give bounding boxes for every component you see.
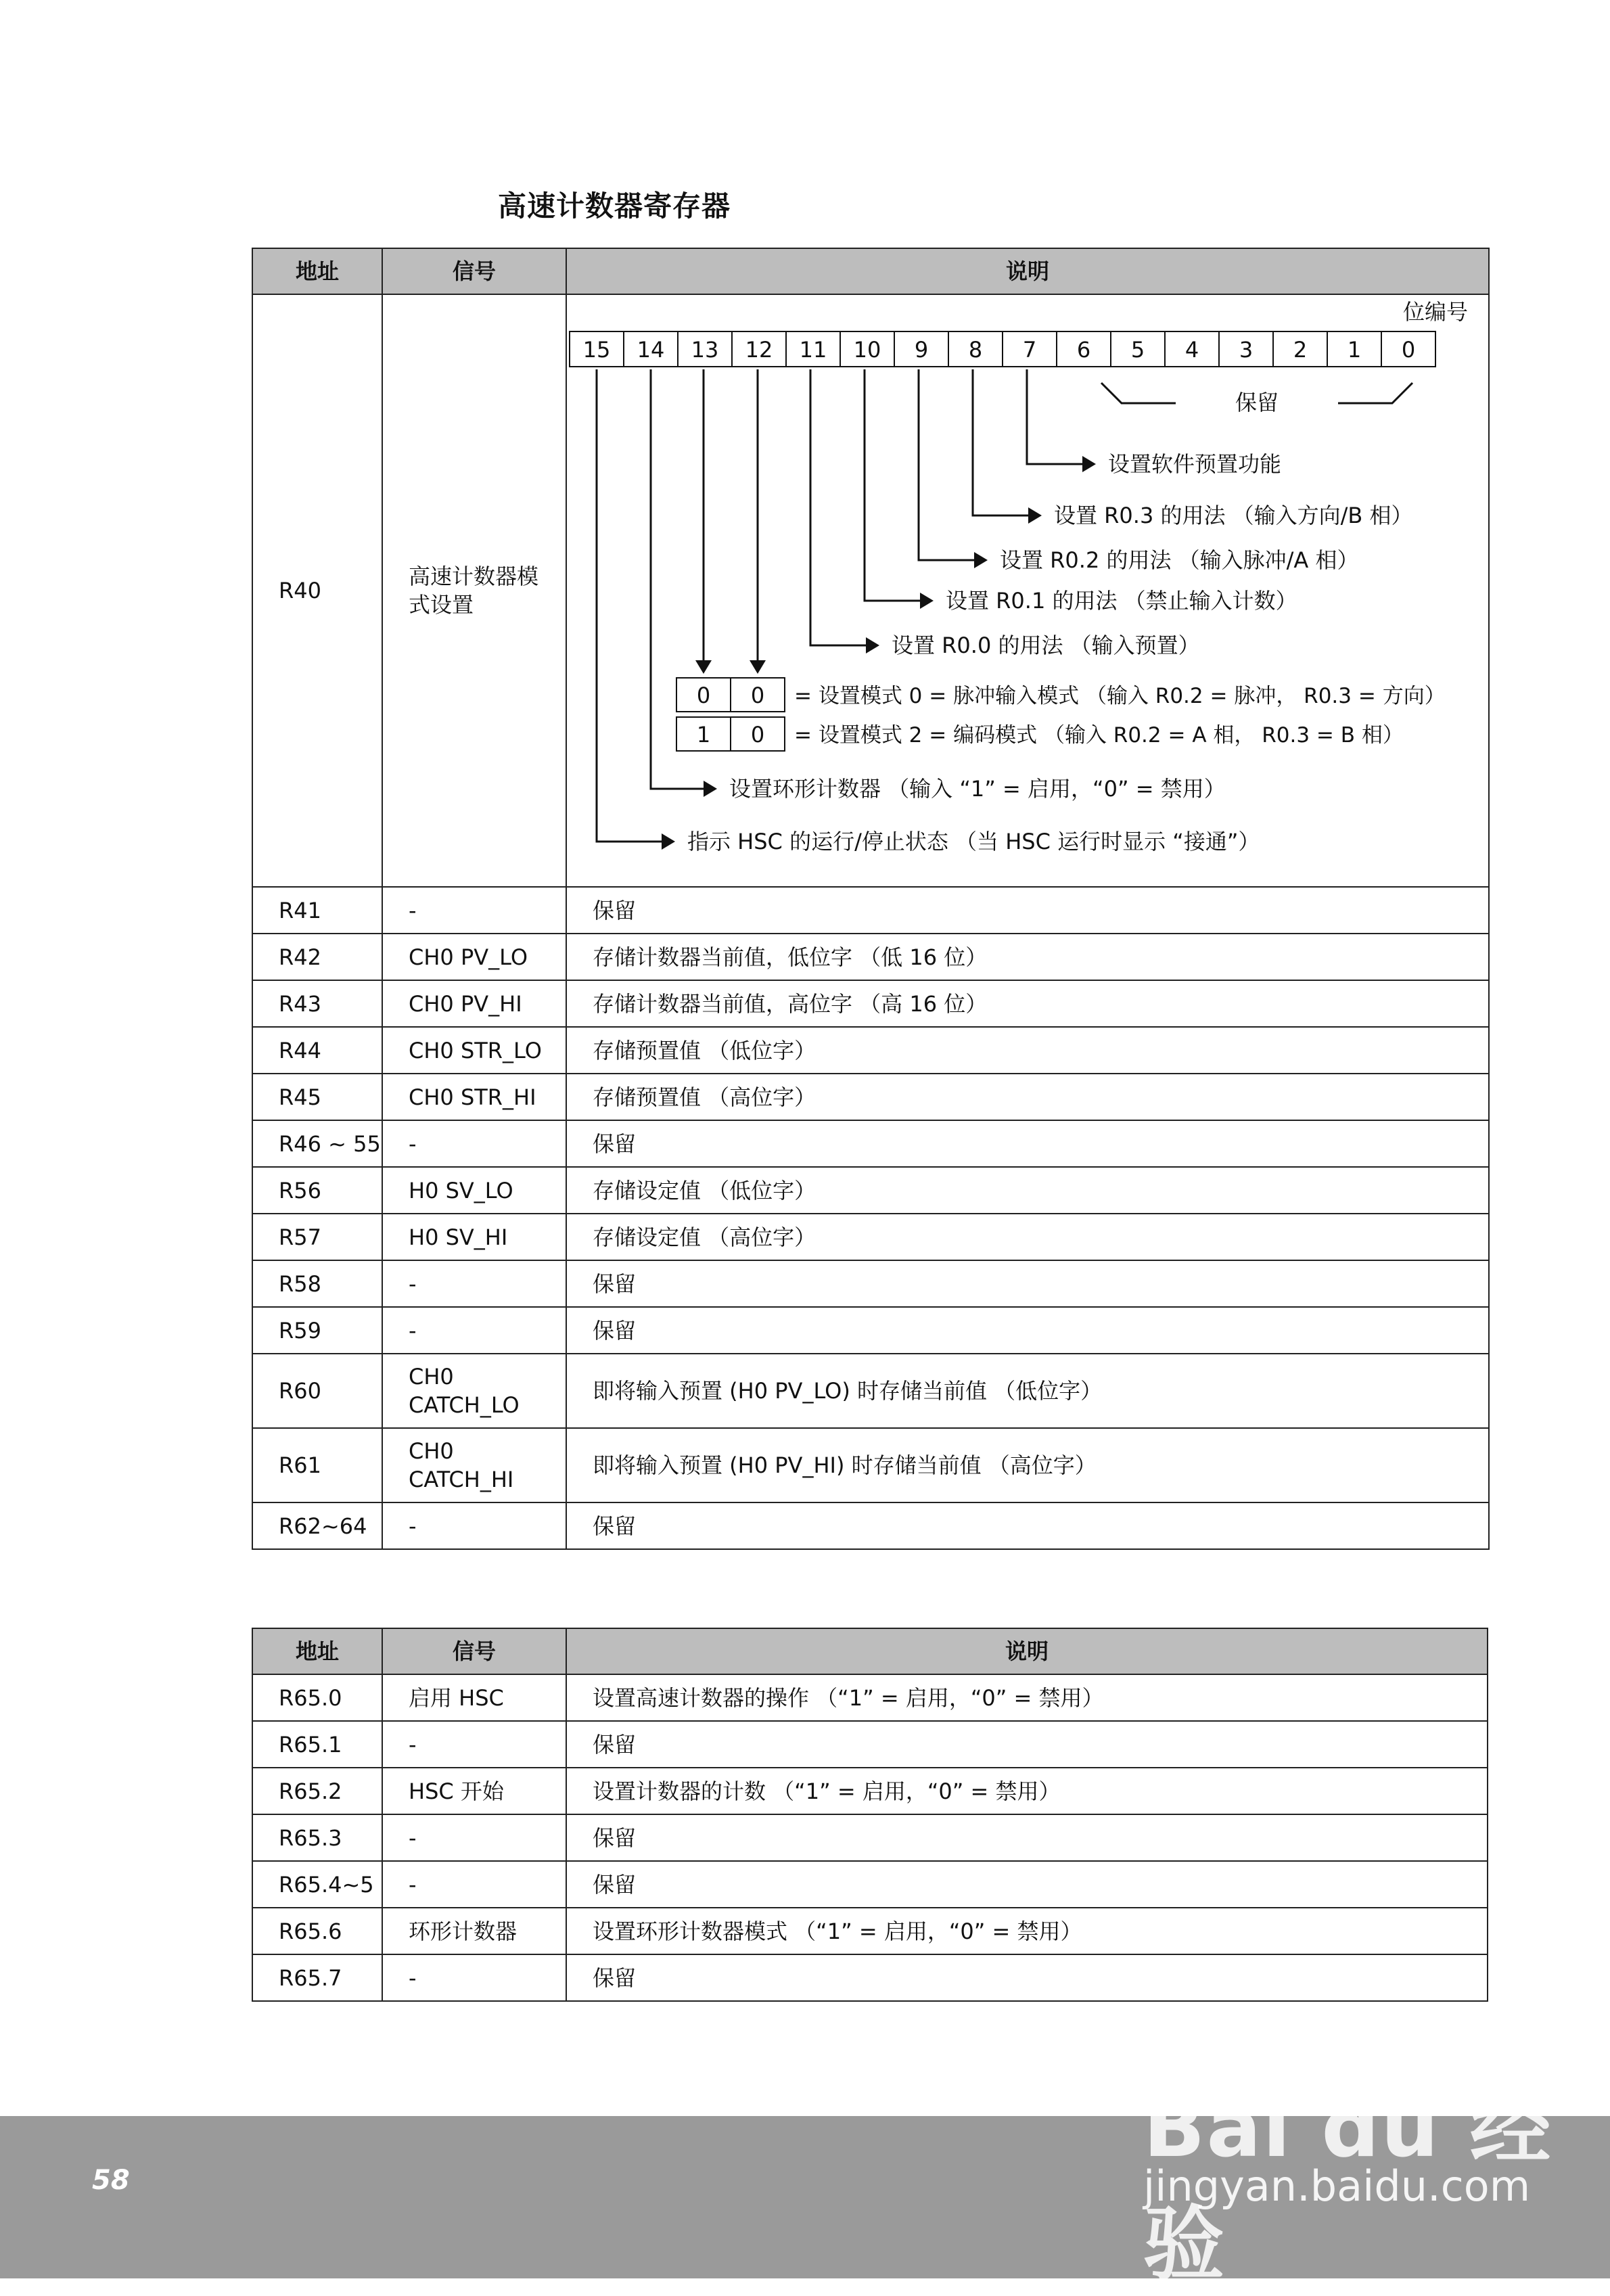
address-cell: R45 [252,1074,382,1120]
page-number: 58 [92,2165,130,2196]
bit14-text: 设置环形计数器 （输入 “1” = 启用，“0” = 禁用） [729,776,1226,802]
description-cell: 保留 [566,1120,1489,1167]
description-cell: 保留 [566,1954,1488,2001]
page-title: 高速计数器寄存器 [498,189,731,223]
mode2-bit12: 0 [750,722,765,748]
table-row [252,1354,1489,1428]
description-cell: 设置高速计数器的操作 （“1” = 启用，“0” = 禁用） [566,1674,1488,1721]
table-row [252,1674,1488,1721]
table-row [252,1120,1489,1167]
table-row [252,1721,1488,1768]
register-table-2 [252,1628,1488,2002]
signal-cell: - [382,1814,566,1861]
address-cell: R59 [252,1307,382,1354]
signal-text: 高速计数器模式设置 [409,564,539,618]
address-cell: R46 ~ 55 [252,1120,382,1167]
register-table-1 [252,248,1490,1550]
mode0-bit12: 0 [750,683,765,708]
bit15-text: 指示 HSC 的运行/停止状态 （当 HSC 运行时显示 “接通”） [687,829,1260,854]
address-cell: R40 [252,294,382,887]
address-cell: R65.6 [252,1908,382,1954]
description-cell: 保留 [566,1721,1488,1768]
bit-number: 12 [745,337,773,363]
bit-diagram-cell [566,294,1489,887]
address-cell: R61 [252,1428,382,1502]
signal-cell: - [382,887,566,934]
table-row [252,934,1489,980]
table-row [252,1167,1489,1214]
description-cell: 存储计数器当前值，高位字 （高 16 位） [566,980,1489,1027]
signal-cell: CH0 STR_HI [382,1074,566,1120]
bit-number: 9 [914,337,929,363]
bit10-text: 设置 R0.1 的用法 （禁止输入计数） [946,588,1297,614]
address-cell: R58 [252,1260,382,1307]
mode2-bit13: 1 [696,722,711,748]
address-cell: R42 [252,934,382,980]
table-row [252,887,1489,934]
table-row [252,1260,1489,1307]
bit-number: 2 [1293,337,1308,363]
signal-cell: H0 SV_HI [382,1214,566,1260]
description-cell: 设置计数器的计数 （“1” = 启用，“0” = 禁用） [566,1768,1488,1814]
bit7-text: 设置软件预置功能 [1108,451,1282,477]
address-cell: R57 [252,1214,382,1260]
bit-number: 13 [691,337,719,363]
signal-cell: CH0 PV_LO [382,934,566,980]
signal-cell: - [382,1307,566,1354]
bit-grid [570,331,1435,367]
address-cell: R56 [252,1167,382,1214]
description-cell: 保留 [566,1502,1489,1549]
description-cell: 即将输入预置 (H0 PV_LO) 时存储当前值 （低位字） [566,1354,1489,1428]
bit-number: 5 [1130,337,1145,363]
address-cell: R43 [252,980,382,1027]
address-cell: R41 [252,887,382,934]
address-cell: R65.1 [252,1721,382,1768]
description-cell: 保留 [566,1260,1489,1307]
bit-number: 8 [968,337,983,363]
header-description: 说明 [566,1628,1488,1674]
address-cell: R65.3 [252,1814,382,1861]
signal-cell: - [382,1502,566,1549]
address-cell: R65.2 [252,1768,382,1814]
bit-number: 15 [582,337,611,363]
watermark-url: jingyan.baidu.com [1143,2161,1531,2211]
description-cell: 存储设定值 （高位字） [566,1214,1489,1260]
bit-number: 0 [1401,337,1416,363]
signal-cell: - [382,1861,566,1908]
bit-number: 4 [1184,337,1199,363]
table-row [252,1428,1489,1502]
table-row [252,1074,1489,1120]
signal-cell: 启用 HSC [382,1674,566,1721]
table-row [252,1861,1488,1908]
table-row [252,1214,1489,1260]
table-row [252,1768,1488,1814]
description-cell: 即将输入预置 (H0 PV_HI) 时存储当前值 （高位字） [566,1428,1489,1502]
bit9-text: 设置 R0.2 的用法 （输入脉冲/A 相） [1000,547,1359,573]
description-cell: 存储预置值 （高位字） [566,1074,1489,1120]
bit-number: 11 [799,337,827,363]
header-signal: 信号 [382,248,566,294]
mode0-bit13: 0 [696,683,711,708]
mode2-text: = 设置模式 2 = 编码模式 （输入 R0.2 = A 相， R0.3 = B 相） [794,723,1404,748]
bit-number: 1 [1347,337,1362,363]
signal-cell: CH0 PV_HI [382,980,566,1027]
signal-cell: - [382,1954,566,2001]
address-cell: R44 [252,1027,382,1074]
header-signal: 信号 [382,1628,566,1674]
signal-cell [382,294,566,887]
table-row [252,1814,1488,1861]
signal-cell: 环形计数器 [382,1908,566,1954]
bit-number: 10 [853,337,881,363]
bit-number: 7 [1022,337,1037,363]
address-cell: R65.0 [252,1674,382,1721]
description-cell: 保留 [566,1307,1489,1354]
signal-cell: - [382,1120,566,1167]
description-cell: 保留 [566,1814,1488,1861]
description-cell: 保留 [566,887,1489,934]
description-cell: 存储预置值 （低位字） [566,1027,1489,1074]
bit-diagram [567,295,1488,886]
table-row [252,980,1489,1027]
signal-cell: H0 SV_LO [382,1167,566,1214]
bit-number: 3 [1239,337,1254,363]
description-cell: 存储计数器当前值，低位字 （低 16 位） [566,934,1489,980]
bit-number: 6 [1076,337,1091,363]
table-row [252,1307,1489,1354]
bit-number: 14 [637,337,665,363]
description-cell: 存储设定值 （低位字） [566,1167,1489,1214]
header-address: 地址 [252,248,382,294]
signal-cell: CH0 CATCH_HI [382,1428,566,1502]
address-cell: R65.4~5 [252,1861,382,1908]
address-cell: R65.7 [252,1954,382,2001]
signal-cell: CH0 STR_LO [382,1027,566,1074]
description-cell: 保留 [566,1861,1488,1908]
signal-cell: - [382,1260,566,1307]
table-row [252,1027,1489,1074]
bit8-text: 设置 R0.3 的用法 （输入方向/B 相） [1054,503,1413,528]
header-description: 说明 [566,248,1489,294]
signal-cell: HSC 开始 [382,1768,566,1814]
mode0-text: = 设置模式 0 = 脉冲输入模式 （输入 R0.2 = 脉冲， R0.3 = 方向） [794,684,1446,708]
reserved-label: 保留 [1235,390,1279,415]
watermark-brand: Bai du 经验 [1143,2082,1552,2292]
header-address: 地址 [252,1628,382,1674]
table-row [252,1908,1488,1954]
table-row-r40 [252,294,1489,887]
bit-number-label: 位编号 [1402,299,1469,325]
address-cell: R62~64 [252,1502,382,1549]
signal-cell: CH0 CATCH_LO [382,1354,566,1428]
table-row [252,1954,1488,2001]
bit11-text: 设置 R0.0 的用法 （输入预置） [892,633,1200,658]
table-row [252,1502,1489,1549]
signal-cell: - [382,1721,566,1768]
address-cell: R60 [252,1354,382,1428]
description-cell: 设置环形计数器模式 （“1” = 启用，“0” = 禁用） [566,1908,1488,1954]
